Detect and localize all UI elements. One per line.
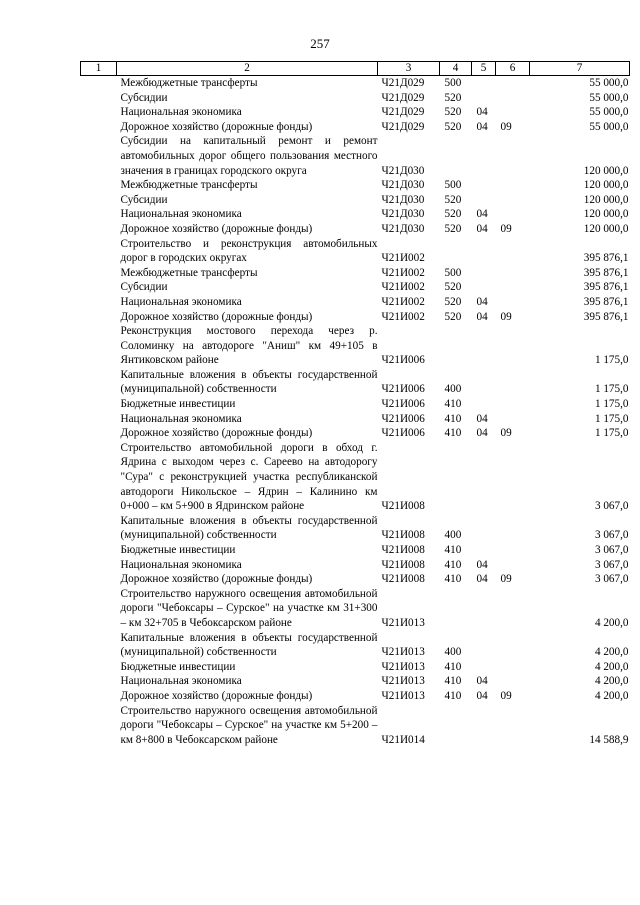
amount-cell: 120 000,0 (583, 179, 629, 192)
expense-type-cell: 410 (444, 412, 462, 425)
target-code-cell: Ч21И008 (381, 529, 425, 542)
expense-type-cell: 410 (444, 544, 462, 556)
section-cell (472, 266, 496, 281)
amount-cell: 120 000,0 (583, 164, 629, 177)
target-code-cell: Ч21Д029 (381, 120, 425, 133)
name-cell: Дорожное хозяйство (дорожные фонды) (120, 427, 313, 440)
section-cell: 04 (476, 222, 488, 235)
subsection-cell (496, 558, 530, 573)
header-row (81, 62, 630, 76)
target-code-cell: Ч21И006 (381, 383, 425, 396)
subsection-cell: 09 (500, 427, 512, 440)
amount-cell: 3 067,0 (594, 529, 629, 542)
column-header-2: 2 (117, 62, 378, 76)
target-code-cell: Ч21И008 (381, 558, 425, 571)
name-cell: Субсидии (120, 281, 168, 294)
amount-cell: 1 175,0 (594, 398, 629, 411)
subsection-cell (496, 207, 530, 222)
amount-cell: 3 067,0 (594, 544, 629, 556)
section-cell (472, 397, 496, 412)
target-code-cell: Ч21И002 (381, 252, 425, 265)
amount-cell: 120 000,0 (583, 222, 629, 235)
amount-cell: 55 000,0 (589, 77, 629, 89)
name-cell: Реконструкция мостового перехода через р. Соломинку на автодороге "Аниш" км 49+105 в Янтиковском районе (120, 325, 378, 367)
amount-cell: 395 876,1 (583, 281, 629, 294)
section-cell (472, 368, 496, 397)
subsection-cell (496, 76, 530, 91)
subsection-cell (496, 543, 530, 558)
name-cell: Национальная экономика (120, 208, 242, 221)
target-code-cell: Ч21И006 (381, 412, 425, 425)
subsection-cell (496, 134, 530, 178)
expense-type-cell: 520 (444, 106, 462, 119)
amount-cell: 395 876,1 (583, 266, 629, 279)
table-row (81, 105, 630, 120)
section-cell (472, 134, 496, 178)
index-cell (81, 105, 117, 120)
target-code-cell: Ч21Д029 (381, 77, 425, 89)
section-cell (472, 631, 496, 660)
target-code-cell: Ч21Д030 (381, 193, 425, 206)
table-row (81, 558, 630, 573)
index-cell (81, 222, 117, 237)
table-row (81, 295, 630, 310)
target-code-cell: Ч21И014 (381, 733, 425, 746)
column-header-3: 3 (378, 62, 440, 76)
section-cell: 04 (476, 295, 488, 308)
target-code-cell: Ч21Д029 (381, 91, 425, 104)
table-row (81, 266, 630, 281)
table-body (81, 76, 630, 748)
target-code-cell: Ч21И013 (381, 616, 425, 629)
target-code-cell: Ч21И008 (381, 500, 425, 513)
subsection-cell (496, 91, 530, 106)
table-row (81, 120, 630, 135)
name-cell: Бюджетные инвестиции (120, 398, 236, 411)
index-cell (81, 412, 117, 427)
expense-type-cell: 520 (444, 91, 462, 104)
section-cell: 04 (476, 412, 488, 425)
index-cell (81, 631, 117, 660)
expense-type-cell (440, 587, 472, 631)
index-cell (81, 397, 117, 412)
name-cell: Межбюджетные трансферты (120, 266, 258, 279)
table-row (81, 207, 630, 222)
subsection-cell (496, 280, 530, 295)
table-row (81, 193, 630, 208)
name-cell: Дорожное хозяйство (дорожные фонды) (120, 310, 313, 323)
target-code-cell: Ч21Д030 (381, 208, 425, 221)
subsection-cell (496, 674, 530, 689)
section-cell: 04 (476, 558, 488, 571)
section-cell: 04 (476, 689, 488, 702)
table-row (81, 514, 630, 543)
name-cell: Дорожное хозяйство (дорожные фонды) (120, 689, 313, 702)
name-cell: Субсидии на капитальный ремонт и ремонт автомобильных дорог общего пользования местного значения в границах городского округа (120, 135, 378, 177)
expense-type-cell: 410 (444, 398, 462, 411)
amount-cell: 3 067,0 (594, 500, 629, 513)
table-row (81, 280, 630, 295)
amount-cell: 55 000,0 (589, 120, 629, 133)
section-cell (472, 587, 496, 631)
section-cell (472, 324, 496, 368)
expense-type-cell: 410 (444, 558, 462, 571)
name-cell: Строительство автомобильной дороги в обход г. Ядрина с выходом через с. Сареево на автодорогу "Сура" с реконструкцией участка республиканской автодороги Никольское – Ядрин – Калинино км 0+000 – км 5+900 в Ядринском районе (120, 441, 378, 513)
expense-type-cell: 410 (444, 660, 462, 673)
target-code-cell: Ч21И013 (381, 689, 425, 702)
index-cell (81, 660, 117, 675)
amount-cell: 4 200,0 (594, 660, 629, 673)
index-cell (81, 426, 117, 441)
amount-cell: 3 067,0 (594, 573, 629, 586)
name-cell: Бюджетные инвестиции (120, 660, 236, 673)
target-code-cell: Ч21Д029 (381, 106, 425, 119)
subsection-cell: 09 (500, 120, 512, 133)
expense-type-cell (440, 237, 472, 266)
subsection-cell (496, 237, 530, 266)
index-cell (81, 558, 117, 573)
section-cell: 04 (476, 310, 488, 323)
page-number: 257 (310, 36, 330, 51)
amount-cell: 3 067,0 (594, 558, 629, 571)
amount-cell: 1 175,0 (594, 354, 629, 367)
index-cell (81, 543, 117, 558)
subsection-cell: 09 (500, 573, 512, 586)
table-row (81, 134, 630, 178)
expense-type-cell (440, 324, 472, 368)
table-row (81, 397, 630, 412)
name-cell: Национальная экономика (120, 106, 242, 119)
table-row (81, 674, 630, 689)
subsection-cell (496, 441, 530, 514)
expense-type-cell: 520 (444, 222, 462, 235)
expense-type-cell: 410 (444, 427, 462, 440)
index-cell (81, 207, 117, 222)
table-row (81, 426, 630, 441)
section-cell: 04 (476, 675, 488, 688)
section-cell (472, 514, 496, 543)
table-row (81, 543, 630, 558)
name-cell: Строительство наружного освещения автомобильной дороги "Чебоксары – Сурское" на участке км 5+200 – км 8+800 в Чебоксарском районе (120, 704, 378, 746)
index-cell (81, 134, 117, 178)
subsection-cell (496, 324, 530, 368)
amount-cell: 395 876,1 (583, 295, 629, 308)
amount-cell: 120 000,0 (583, 193, 629, 206)
subsection-cell (496, 397, 530, 412)
subsection-cell (496, 105, 530, 120)
section-cell: 04 (476, 208, 488, 221)
index-cell (81, 704, 117, 748)
name-cell: Субсидии (120, 193, 168, 206)
name-cell: Капитальные вложения в объекты государственной (муниципальной) собственности (120, 631, 378, 659)
expense-type-cell (440, 441, 472, 514)
amount-cell: 120 000,0 (583, 208, 629, 221)
target-code-cell: Ч21И002 (381, 295, 425, 308)
table-row (81, 310, 630, 325)
index-cell (81, 324, 117, 368)
index-cell (81, 178, 117, 193)
amount-cell: 4 200,0 (594, 616, 629, 629)
table-row (81, 178, 630, 193)
section-cell (472, 704, 496, 748)
section-cell: 04 (476, 120, 488, 133)
column-header-4: 4 (440, 62, 472, 76)
amount-cell: 14 588,9 (589, 733, 629, 746)
subsection-cell (496, 295, 530, 310)
name-cell: Капитальные вложения в объекты государственной (муниципальной) собственности (120, 514, 378, 542)
name-cell: Дорожное хозяйство (дорожные фонды) (120, 120, 313, 133)
amount-cell: 55 000,0 (589, 91, 629, 104)
amount-cell: 1 175,0 (594, 412, 629, 425)
index-cell (81, 572, 117, 587)
index-cell (81, 295, 117, 310)
name-cell: Межбюджетные трансферты (120, 77, 258, 89)
section-cell (472, 76, 496, 91)
section-cell (472, 91, 496, 106)
section-cell (472, 178, 496, 193)
amount-cell: 55 000,0 (589, 106, 629, 119)
table-row (81, 704, 630, 748)
subsection-cell (496, 514, 530, 543)
target-code-cell: Ч21Д030 (381, 179, 425, 192)
name-cell: Дорожное хозяйство (дорожные фонды) (120, 573, 313, 586)
expense-type-cell: 410 (444, 675, 462, 688)
amount-cell: 395 876,1 (583, 310, 629, 323)
subsection-cell (496, 412, 530, 427)
target-code-cell: Ч21Д030 (381, 222, 425, 235)
expense-type-cell: 400 (444, 646, 462, 659)
column-header-1: 1 (81, 62, 117, 76)
section-cell (472, 543, 496, 558)
table-row (81, 368, 630, 397)
index-cell (81, 120, 117, 135)
subsection-cell (496, 704, 530, 748)
section-cell (472, 237, 496, 266)
subsection-cell (496, 660, 530, 675)
target-code-cell: Ч21И002 (381, 310, 425, 323)
section-cell (472, 660, 496, 675)
name-cell: Строительство наружного освещения автомобильной дороги "Чебоксары – Сурское" на участке км 31+300 – км 32+705 в Чебоксарском районе (120, 587, 378, 629)
table-row (81, 631, 630, 660)
expense-type-cell: 500 (444, 179, 462, 192)
section-cell: 04 (476, 573, 488, 586)
target-code-cell: Ч21И002 (381, 281, 425, 294)
subsection-cell (496, 178, 530, 193)
section-cell (472, 441, 496, 514)
section-cell: 04 (476, 427, 488, 440)
subsection-cell (496, 587, 530, 631)
index-cell (81, 237, 117, 266)
name-cell: Субсидии (120, 91, 168, 104)
section-cell (472, 193, 496, 208)
budget-table (80, 61, 630, 747)
name-cell: Национальная экономика (120, 558, 242, 571)
index-cell (81, 266, 117, 281)
expense-type-cell: 410 (444, 573, 462, 586)
table-row (81, 237, 630, 266)
expense-type-cell: 520 (444, 310, 462, 323)
amount-cell: 4 200,0 (594, 675, 629, 688)
table-row (81, 324, 630, 368)
expense-type-cell: 520 (444, 295, 462, 308)
subsection-cell (496, 631, 530, 660)
index-cell (81, 91, 117, 106)
subsection-cell (496, 266, 530, 281)
name-cell: Капитальные вложения в объекты государственной (муниципальной) собственности (120, 368, 378, 396)
expense-type-cell: 520 (444, 120, 462, 133)
subsection-cell (496, 193, 530, 208)
index-cell (81, 193, 117, 208)
column-header-5: 5 (472, 62, 496, 76)
expense-type-cell: 520 (444, 281, 462, 294)
amount-cell: 395 876,1 (583, 252, 629, 265)
index-cell (81, 310, 117, 325)
name-cell: Строительство и реконструкция автомобильных дорог в городских округах (120, 237, 378, 265)
table-row (81, 660, 630, 675)
table-row (81, 76, 630, 91)
name-cell: Национальная экономика (120, 412, 242, 425)
name-cell: Национальная экономика (120, 295, 242, 308)
amount-cell: 4 200,0 (594, 689, 629, 702)
index-cell (81, 441, 117, 514)
table-row (81, 412, 630, 427)
table-row (81, 587, 630, 631)
column-header-6: 6 (496, 62, 530, 76)
target-code-cell: Ч21И013 (381, 675, 425, 688)
index-cell (81, 587, 117, 631)
subsection-cell: 09 (500, 222, 512, 235)
table-row (81, 222, 630, 237)
expense-type-cell: 400 (444, 383, 462, 396)
section-cell: 04 (476, 106, 488, 119)
index-cell (81, 280, 117, 295)
amount-cell: 1 175,0 (594, 383, 629, 396)
table-row (81, 572, 630, 587)
subsection-cell: 09 (500, 689, 512, 702)
target-code-cell: Ч21Д030 (381, 164, 425, 177)
target-code-cell: Ч21И008 (381, 573, 425, 586)
column-header-7: 7 (530, 62, 630, 76)
amount-cell: 4 200,0 (594, 646, 629, 659)
target-code-cell: Ч21И006 (381, 354, 425, 367)
index-cell (81, 514, 117, 543)
section-cell (472, 280, 496, 295)
target-code-cell: Ч21И013 (381, 646, 425, 659)
subsection-cell: 09 (500, 310, 512, 323)
target-code-cell: Ч21И002 (381, 266, 425, 279)
name-cell: Дорожное хозяйство (дорожные фонды) (120, 222, 313, 235)
target-code-cell: Ч21И013 (381, 660, 425, 673)
expense-type-cell: 400 (444, 529, 462, 542)
expense-type-cell (440, 134, 472, 178)
table-row (81, 689, 630, 704)
amount-cell: 1 175,0 (594, 427, 629, 440)
expense-type-cell: 520 (444, 208, 462, 221)
index-cell (81, 76, 117, 91)
index-cell (81, 368, 117, 397)
table-row (81, 91, 630, 106)
expense-type-cell: 410 (444, 689, 462, 702)
expense-type-cell: 500 (444, 77, 462, 89)
target-code-cell: Ч21И008 (381, 544, 425, 556)
target-code-cell: Ч21И006 (381, 398, 425, 411)
name-cell: Национальная экономика (120, 675, 242, 688)
expense-type-cell: 500 (444, 266, 462, 279)
index-cell (81, 689, 117, 704)
name-cell: Межбюджетные трансферты (120, 179, 258, 192)
expense-type-cell: 520 (444, 193, 462, 206)
index-cell (81, 674, 117, 689)
table-row (81, 441, 630, 514)
name-cell: Бюджетные инвестиции (120, 544, 236, 556)
target-code-cell: Ч21И006 (381, 427, 425, 440)
subsection-cell (496, 368, 530, 397)
expense-type-cell (440, 704, 472, 748)
